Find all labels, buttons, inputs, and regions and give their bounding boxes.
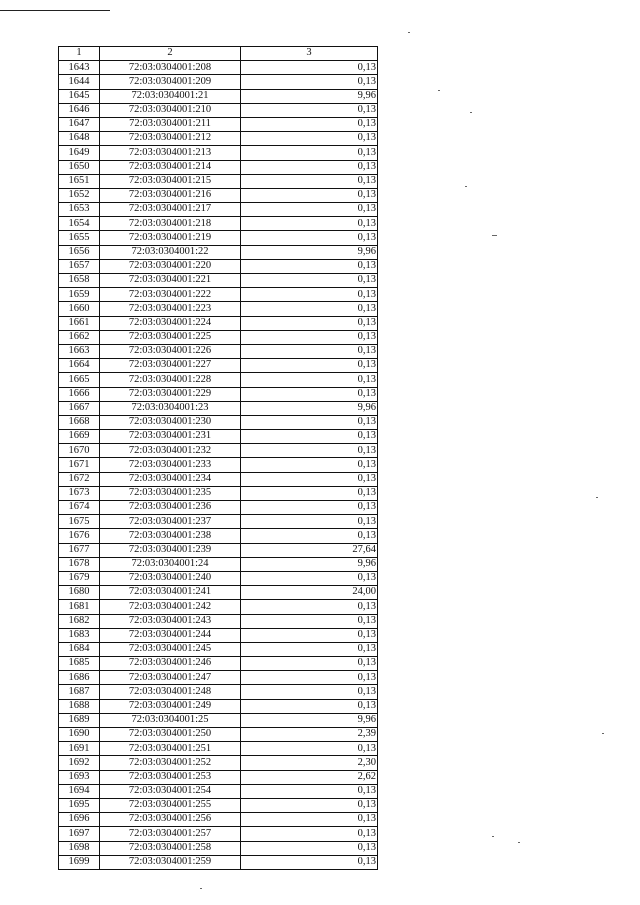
value-cell: 0,13 [241,330,378,344]
value-cell: 9,96 [241,245,378,259]
row-number-cell: 1673 [59,486,100,500]
value-cell: 0,13 [241,671,378,685]
row-number-cell: 1685 [59,657,100,671]
top-rule [0,10,110,11]
row-number-cell: 1655 [59,231,100,245]
cadastral-number-cell: 72:03:0304001:224 [100,316,241,330]
cadastral-number-cell: 72:03:0304001:226 [100,344,241,358]
cadastral-number-cell: 72:03:0304001:25 [100,713,241,727]
table-row [59,827,378,841]
row-number-cell: 1675 [59,515,100,529]
row-number-cell: 1684 [59,642,100,656]
cadastral-number-cell: 72:03:0304001:228 [100,373,241,387]
value-cell: 0,13 [241,628,378,642]
row-number-cell: 1670 [59,444,100,458]
value-cell: 0,13 [241,529,378,543]
row-number-cell: 1672 [59,472,100,486]
value-cell: 0,13 [241,458,378,472]
value-cell: 0,13 [241,501,378,515]
table-row [59,344,378,358]
table-row [59,203,378,217]
table-row [59,288,378,302]
scan-speck [465,186,467,187]
table-row [59,415,378,429]
table-row [59,642,378,656]
table-row [59,103,378,117]
value-cell: 0,13 [241,827,378,841]
row-number-cell: 1665 [59,373,100,387]
data-table [58,46,378,870]
cadastral-number-cell: 72:03:0304001:250 [100,728,241,742]
table-row [59,671,378,685]
header-col-2: 2 [100,47,241,61]
row-number-cell: 1687 [59,685,100,699]
value-cell: 0,13 [241,288,378,302]
row-number-cell: 1682 [59,614,100,628]
value-cell: 0,13 [241,430,378,444]
table-row [59,217,378,231]
row-number-cell: 1647 [59,117,100,131]
header-row [59,47,378,61]
value-cell: 0,13 [241,642,378,656]
table-row [59,330,378,344]
value-cell: 0,13 [241,472,378,486]
value-cell: 0,13 [241,685,378,699]
table-row [59,728,378,742]
row-number-cell: 1649 [59,146,100,160]
cadastral-number-cell: 72:03:0304001:256 [100,813,241,827]
table-row [59,188,378,202]
cadastral-number-cell: 72:03:0304001:241 [100,586,241,600]
cadastral-number-cell: 72:03:0304001:243 [100,614,241,628]
cadastral-number-cell: 72:03:0304001:230 [100,415,241,429]
cadastral-number-cell: 72:03:0304001:21 [100,89,241,103]
table-row [59,657,378,671]
cadastral-number-cell: 72:03:0304001:242 [100,600,241,614]
row-number-cell: 1695 [59,798,100,812]
table-row [59,501,378,515]
table-row [59,373,378,387]
table-row [59,742,378,756]
table-row [59,515,378,529]
cadastral-number-cell: 72:03:0304001:218 [100,217,241,231]
table-row [59,302,378,316]
table-row [59,557,378,571]
cadastral-number-cell: 72:03:0304001:217 [100,203,241,217]
cadastral-number-cell: 72:03:0304001:221 [100,274,241,288]
cadastral-number-cell: 72:03:0304001:240 [100,571,241,585]
value-cell: 0,13 [241,132,378,146]
row-number-cell: 1656 [59,245,100,259]
table-row [59,75,378,89]
cadastral-number-cell: 72:03:0304001:247 [100,671,241,685]
value-cell: 9,96 [241,401,378,415]
value-cell: 0,13 [241,444,378,458]
cadastral-number-cell: 72:03:0304001:245 [100,642,241,656]
row-number-cell: 1658 [59,274,100,288]
value-cell: 2,30 [241,756,378,770]
cadastral-number-cell: 72:03:0304001:220 [100,259,241,273]
cadastral-number-cell: 72:03:0304001:236 [100,501,241,515]
row-number-cell: 1677 [59,543,100,557]
table-row [59,798,378,812]
table-row [59,458,378,472]
value-cell: 0,13 [241,813,378,827]
cadastral-number-cell: 72:03:0304001:251 [100,742,241,756]
value-cell: 0,13 [241,841,378,855]
table-row [59,61,378,75]
cadastral-number-cell: 72:03:0304001:252 [100,756,241,770]
table-row [59,117,378,131]
value-cell: 0,13 [241,231,378,245]
value-cell: 0,13 [241,571,378,585]
table-row [59,146,378,160]
value-cell: 0,13 [241,188,378,202]
row-number-cell: 1657 [59,259,100,273]
value-cell: 0,13 [241,798,378,812]
row-number-cell: 1651 [59,174,100,188]
table-row [59,401,378,415]
scan-speck [470,112,472,113]
table-row [59,231,378,245]
value-cell: 0,13 [241,515,378,529]
table-row [59,486,378,500]
row-number-cell: 1666 [59,387,100,401]
table-row [59,444,378,458]
cadastral-number-cell: 72:03:0304001:235 [100,486,241,500]
row-number-cell: 1694 [59,784,100,798]
cadastral-number-cell: 72:03:0304001:233 [100,458,241,472]
table-row [59,430,378,444]
table-row [59,841,378,855]
table-row [59,756,378,770]
table-row [59,174,378,188]
value-cell: 0,13 [241,302,378,316]
value-cell: 0,13 [241,160,378,174]
row-number-cell: 1654 [59,217,100,231]
scan-speck [438,90,440,91]
row-number-cell: 1693 [59,770,100,784]
cadastral-number-cell: 72:03:0304001:22 [100,245,241,259]
table-row [59,274,378,288]
table-row [59,259,378,273]
header-col-3: 3 [241,47,378,61]
value-cell: 0,13 [241,373,378,387]
cadastral-number-cell: 72:03:0304001:229 [100,387,241,401]
scan-speck [200,888,202,889]
header-col-1: 1 [59,47,100,61]
row-number-cell: 1678 [59,557,100,571]
row-number-cell: 1671 [59,458,100,472]
cadastral-number-cell: 72:03:0304001:234 [100,472,241,486]
table-row [59,387,378,401]
table-row [59,855,378,869]
row-number-cell: 1645 [59,89,100,103]
row-number-cell: 1696 [59,813,100,827]
cadastral-number-cell: 72:03:0304001:225 [100,330,241,344]
value-cell: 0,13 [241,699,378,713]
row-number-cell: 1650 [59,160,100,174]
row-number-cell: 1644 [59,75,100,89]
row-number-cell: 1697 [59,827,100,841]
table-row [59,472,378,486]
value-cell: 9,96 [241,713,378,727]
table-body [59,61,378,870]
row-number-cell: 1674 [59,501,100,515]
cadastral-number-cell: 72:03:0304001:219 [100,231,241,245]
cadastral-number-cell: 72:03:0304001:248 [100,685,241,699]
table-row [59,685,378,699]
scan-speck [492,235,497,236]
row-number-cell: 1690 [59,728,100,742]
table-row [59,245,378,259]
row-number-cell: 1680 [59,586,100,600]
table-row [59,614,378,628]
cadastral-number-cell: 72:03:0304001:237 [100,515,241,529]
table-row [59,529,378,543]
value-cell: 0,13 [241,75,378,89]
row-number-cell: 1643 [59,61,100,75]
row-number-cell: 1663 [59,344,100,358]
table-row [59,132,378,146]
row-number-cell: 1669 [59,430,100,444]
cadastral-number-cell: 72:03:0304001:246 [100,657,241,671]
value-cell: 0,13 [241,316,378,330]
value-cell: 0,13 [241,614,378,628]
value-cell: 0,13 [241,387,378,401]
scan-speck [602,733,604,734]
value-cell: 0,13 [241,103,378,117]
row-number-cell: 1646 [59,103,100,117]
value-cell: 0,13 [241,657,378,671]
value-cell: 9,96 [241,89,378,103]
value-cell: 0,13 [241,174,378,188]
value-cell: 0,13 [241,146,378,160]
row-number-cell: 1648 [59,132,100,146]
table-row [59,628,378,642]
cadastral-number-cell: 72:03:0304001:213 [100,146,241,160]
cadastral-number-cell: 72:03:0304001:222 [100,288,241,302]
row-number-cell: 1688 [59,699,100,713]
scan-speck [596,497,598,498]
cadastral-number-cell: 72:03:0304001:238 [100,529,241,543]
row-number-cell: 1659 [59,288,100,302]
cadastral-number-cell: 72:03:0304001:212 [100,132,241,146]
cadastral-number-cell: 72:03:0304001:24 [100,557,241,571]
table-row [59,160,378,174]
value-cell: 2,62 [241,770,378,784]
row-number-cell: 1676 [59,529,100,543]
value-cell: 0,13 [241,415,378,429]
cadastral-number-cell: 72:03:0304001:244 [100,628,241,642]
row-number-cell: 1653 [59,203,100,217]
cadastral-number-cell: 72:03:0304001:231 [100,430,241,444]
value-cell: 0,13 [241,600,378,614]
row-number-cell: 1691 [59,742,100,756]
table-row [59,770,378,784]
row-number-cell: 1668 [59,415,100,429]
value-cell: 9,96 [241,557,378,571]
cadastral-number-cell: 72:03:0304001:223 [100,302,241,316]
value-cell: 0,13 [241,742,378,756]
cadastral-number-cell: 72:03:0304001:211 [100,117,241,131]
table-row [59,699,378,713]
scan-speck [492,836,494,837]
table-row [59,586,378,600]
value-cell: 24,00 [241,586,378,600]
value-cell: 0,13 [241,259,378,273]
cadastral-number-cell: 72:03:0304001:23 [100,401,241,415]
row-number-cell: 1683 [59,628,100,642]
cadastral-number-cell: 72:03:0304001:215 [100,174,241,188]
row-number-cell: 1679 [59,571,100,585]
value-cell: 0,13 [241,61,378,75]
row-number-cell: 1660 [59,302,100,316]
cadastral-number-cell: 72:03:0304001:210 [100,103,241,117]
row-number-cell: 1667 [59,401,100,415]
cadastral-number-cell: 72:03:0304001:216 [100,188,241,202]
cadastral-number-cell: 72:03:0304001:209 [100,75,241,89]
cadastral-number-cell: 72:03:0304001:253 [100,770,241,784]
row-number-cell: 1652 [59,188,100,202]
cadastral-number-cell: 72:03:0304001:232 [100,444,241,458]
cadastral-number-cell: 72:03:0304001:249 [100,699,241,713]
table-row [59,813,378,827]
row-number-cell: 1686 [59,671,100,685]
row-number-cell: 1664 [59,359,100,373]
table-row [59,713,378,727]
row-number-cell: 1681 [59,600,100,614]
value-cell: 0,13 [241,217,378,231]
cadastral-number-cell: 72:03:0304001:258 [100,841,241,855]
table-row [59,600,378,614]
scan-speck [518,842,520,843]
cadastral-number-cell: 72:03:0304001:255 [100,798,241,812]
cadastral-number-cell: 72:03:0304001:239 [100,543,241,557]
row-number-cell: 1692 [59,756,100,770]
row-number-cell: 1698 [59,841,100,855]
value-cell: 27,64 [241,543,378,557]
value-cell: 0,13 [241,359,378,373]
row-number-cell: 1661 [59,316,100,330]
value-cell: 0,13 [241,117,378,131]
table-row [59,359,378,373]
row-number-cell: 1689 [59,713,100,727]
cadastral-number-cell: 72:03:0304001:214 [100,160,241,174]
table-row [59,89,378,103]
table-row [59,784,378,798]
scan-speck [408,32,410,33]
table-row [59,571,378,585]
cadastral-number-cell: 72:03:0304001:208 [100,61,241,75]
cadastral-number-cell: 72:03:0304001:259 [100,855,241,869]
row-number-cell: 1662 [59,330,100,344]
cadastral-number-cell: 72:03:0304001:257 [100,827,241,841]
cadastral-number-cell: 72:03:0304001:254 [100,784,241,798]
value-cell: 0,13 [241,486,378,500]
row-number-cell: 1699 [59,855,100,869]
table-row [59,543,378,557]
table-row [59,316,378,330]
cadastral-number-cell: 72:03:0304001:227 [100,359,241,373]
value-cell: 0,13 [241,203,378,217]
value-cell: 0,13 [241,784,378,798]
value-cell: 0,13 [241,344,378,358]
value-cell: 2,39 [241,728,378,742]
value-cell: 0,13 [241,855,378,869]
value-cell: 0,13 [241,274,378,288]
